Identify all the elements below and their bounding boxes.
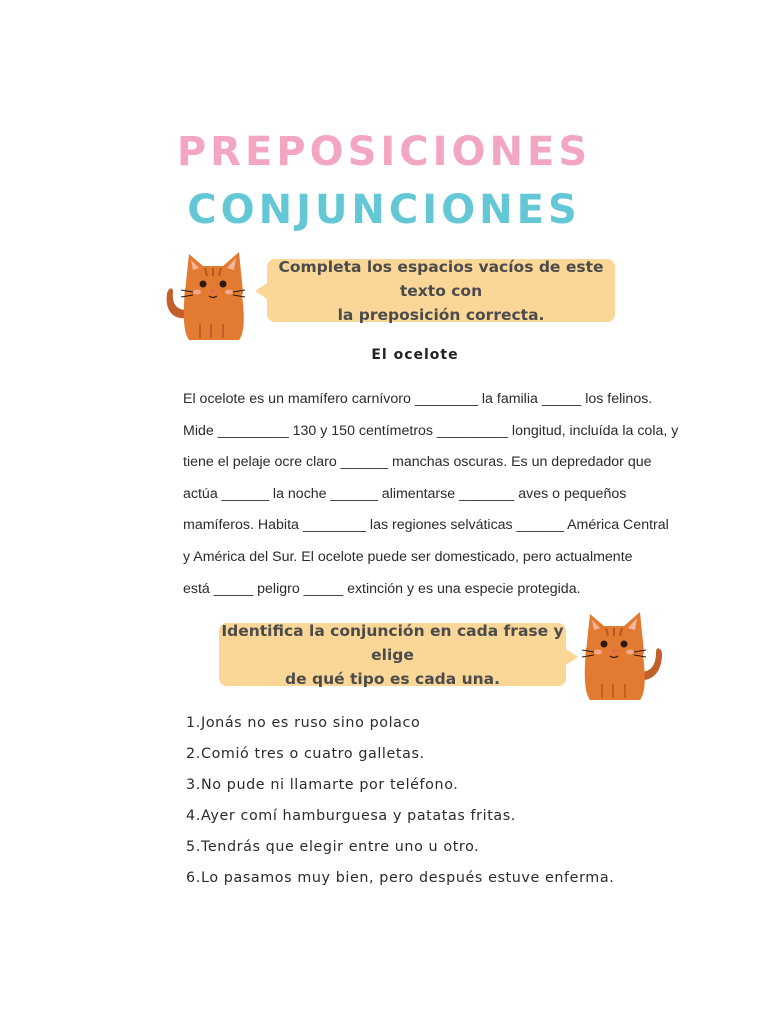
list-number: 2. xyxy=(186,746,201,762)
list-item xyxy=(186,740,614,771)
list-text: Tendrás que elegir entre uno u otro. xyxy=(201,839,480,855)
list-text: Jonás no es ruso sino polaco xyxy=(201,715,421,731)
instruction-line: de qué tipo es cada una. xyxy=(284,669,501,688)
list-number: 3. xyxy=(186,777,201,793)
cat-icon xyxy=(163,248,245,342)
reading-line: está _____ peligro _____ extinción y es una especie protegida. xyxy=(183,580,581,597)
list-text: Lo pasamos muy bien, pero después estuve enferma. xyxy=(201,870,615,886)
reading-line: Mide _________ 130 y 150 centímetros _________ longitud, incluída la cola, y xyxy=(183,422,679,439)
reading-line: actúa ______ la noche ______ alimentarse _______ aves o pequeños xyxy=(183,485,627,502)
reading-title: El ocelote xyxy=(371,347,459,363)
list-number: 1. xyxy=(186,715,201,731)
reading-line: tiene el pelaje ocre claro ______ manchas oscuras. Es un depredador que xyxy=(183,454,652,471)
title-conjunctions: CONJUNCIONES xyxy=(187,187,581,233)
list-item xyxy=(186,864,614,895)
list-item xyxy=(186,709,614,740)
instruction-bubble-conjunctions xyxy=(219,623,566,686)
list-number: 6. xyxy=(186,870,201,886)
title-prepositions: PREPOSICIONES xyxy=(176,129,592,175)
list-text: No pude ni llamarte por teléfono. xyxy=(201,777,459,793)
reading-line: mamíferos. Habita ________ las regiones selváticas ______ América Central xyxy=(183,517,669,534)
instruction-line: Identifica la conjunción en cada frase y elige xyxy=(221,621,564,664)
sentence-list xyxy=(186,709,614,895)
reading-line: y América del Sur. El ocelote puede ser domesticado, pero actualmente xyxy=(183,548,633,565)
reading-text xyxy=(183,384,703,605)
cat-icon xyxy=(580,610,666,702)
list-item xyxy=(186,833,614,864)
reading-line: El ocelote es un mamífero carnívoro ________ la familia _____ los felinos. xyxy=(183,391,653,407)
instruction-line: la preposición correcta. xyxy=(337,305,545,324)
list-text: Ayer comí hamburguesa y patatas fritas. xyxy=(201,808,516,824)
list-number: 5. xyxy=(186,839,201,855)
list-item xyxy=(186,802,614,833)
instruction-bubble-prepositions xyxy=(267,259,615,322)
instruction-line: Completa los espacios vacíos de este texto con xyxy=(278,257,604,300)
list-text: Comió tres o cuatro galletas. xyxy=(201,746,425,762)
list-number: 4. xyxy=(186,808,201,824)
list-item xyxy=(186,771,614,802)
